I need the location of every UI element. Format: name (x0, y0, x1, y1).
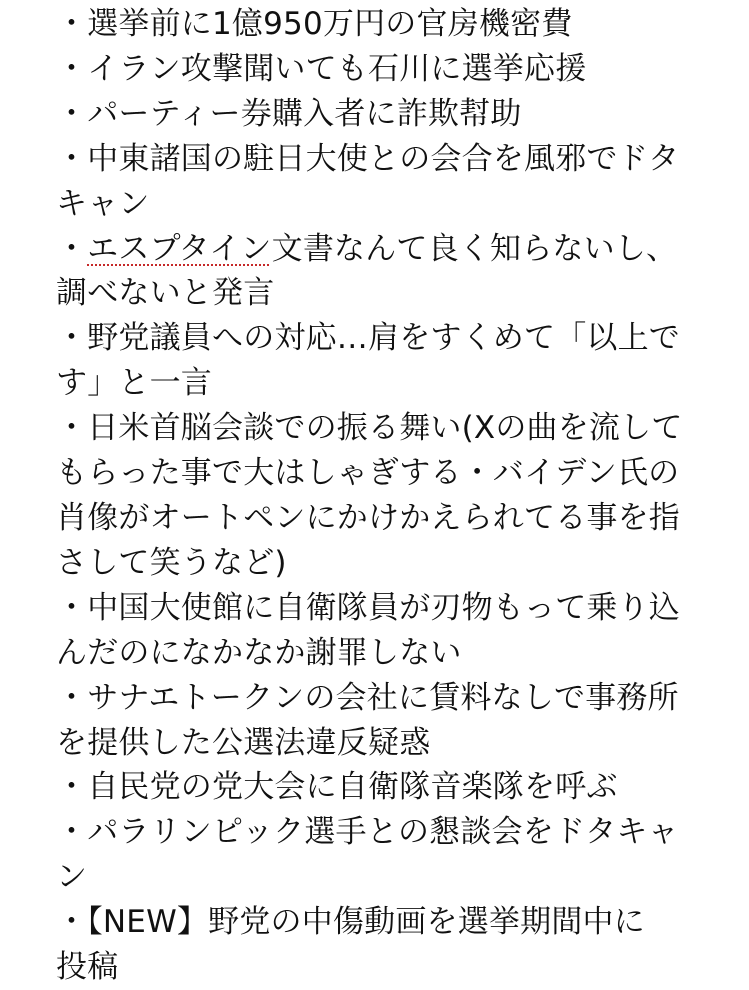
text-line: ・中国大使館に自衛隊員が刃物もって乗り込 (56, 589, 680, 626)
text-line: ・パラリンピック選手との懇談会をドタキャ (56, 814, 679, 851)
text-line: もらった事で大はしゃぎする・バイデン氏の (56, 455, 680, 492)
text-line: ・日米首脳会談での振る舞い(Xの曲を流して (56, 410, 683, 447)
text-line: 調べないと発言 (56, 275, 275, 312)
text-line: ・サナエトークンの会社に賃料なしで事務所 (56, 679, 679, 716)
text-line: ・選挙前に1億950万円の官房機密費 (56, 6, 573, 42)
text-line: さして笑うなど) (56, 544, 287, 581)
text-line: す」と一言 (56, 365, 212, 402)
text-line: キャン (56, 185, 150, 222)
text-line: を提供した公選法違反疑惑 (56, 724, 431, 761)
text-line: ・パーティー券購入者に詐欺幇助 (56, 95, 522, 132)
text-line: んだのになかなか謝罪しない (56, 634, 462, 671)
text-line (56, 227, 709, 272)
spellcheck-word[interactable]: エスプタイン (87, 230, 272, 267)
text-line: ン (56, 859, 88, 896)
text-line: ・【NEW】野党の中傷動画を選挙期間中に (56, 904, 645, 941)
text-line: ・イラン攻撃聞いても石川に選挙応援 (56, 50, 587, 87)
text-line: ・中東諸国の駐日大使との会合を風邪でドタ (56, 140, 680, 177)
text-line: 投稿 (56, 949, 119, 986)
bullet: ・ (56, 230, 88, 267)
text-line: 肖像がオートペンにかけかえられてる事を指 (56, 499, 680, 536)
text-line-rest: 文書なんて良く知らないし、 (271, 230, 678, 267)
text-line: ・自民党の党大会に自衛隊音楽隊を呼ぶ (56, 769, 618, 806)
text-line: ・野党議員への対応…肩をすくめて「以上で (56, 320, 680, 357)
